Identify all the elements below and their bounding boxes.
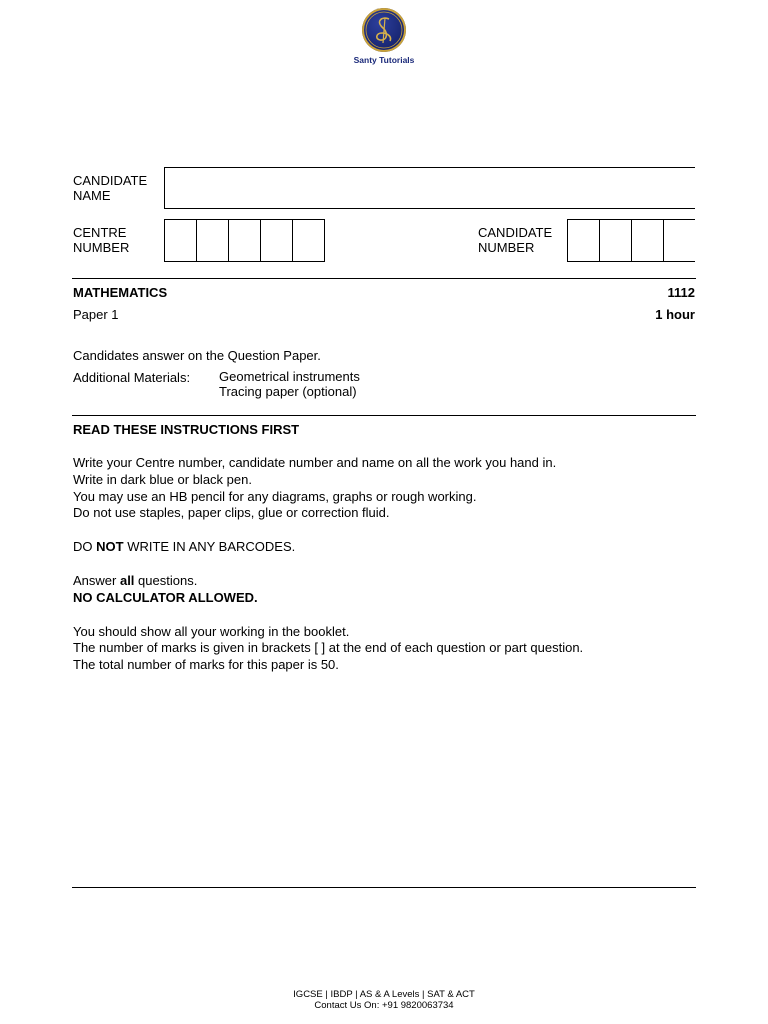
answer-on-note: Candidates answer on the Question Paper.: [73, 348, 321, 363]
candidate-name-label-line1: CANDIDATE: [73, 173, 148, 188]
answer-all-bold: all: [119, 572, 135, 588]
barcode-note-post: WRITE IN ANY BARCODES.: [123, 539, 296, 555]
instruction-line: Write in dark blue or black pen.: [73, 471, 252, 487]
additional-materials-list: [219, 370, 360, 399]
duration: 1 hour: [655, 307, 695, 322]
candidate-name-label: [73, 173, 147, 203]
candidate-name-box[interactable]: [164, 167, 695, 209]
centre-number-cell[interactable]: [293, 220, 325, 261]
no-calculator-note: NO CALCULATOR ALLOWED.: [73, 589, 258, 605]
candidate-number-cell[interactable]: [600, 220, 632, 261]
centre-number-label-line2: NUMBER: [73, 240, 130, 255]
divider: [72, 887, 696, 888]
candidate-number-boxes: [567, 219, 695, 262]
instruction-line: The total number of marks for this paper is 50.: [73, 657, 339, 673]
footer: [0, 989, 768, 1011]
instruction-line: Do not use staples, paper clips, glue or correction fluid.: [73, 505, 390, 521]
centre-number-boxes: [164, 219, 325, 262]
subject-title: MATHEMATICS: [73, 285, 168, 300]
candidate-number-cell[interactable]: [632, 220, 664, 261]
material-item: Tracing paper (optional): [219, 383, 357, 399]
centre-number-cell[interactable]: [197, 220, 229, 261]
candidate-number-cell[interactable]: [664, 220, 695, 261]
instructions-heading: READ THESE INSTRUCTIONS FIRST: [73, 422, 300, 437]
candidate-name-label-line2: NAME: [73, 188, 111, 203]
candidate-number-label-line2: NUMBER: [478, 240, 535, 255]
divider: [72, 278, 696, 279]
centre-number-label-line1: CENTRE: [73, 225, 127, 240]
instruction-line: The number of marks is given in brackets [ ] at the end of each question or part question.: [73, 640, 584, 656]
logo-text: Santy Tutorials: [353, 55, 415, 65]
logo: [344, 8, 424, 65]
barcode-note-bold: NOT: [96, 539, 124, 555]
barcode-note: [73, 539, 583, 556]
centre-number-label: [73, 225, 129, 255]
footer-contact: Contact Us On: +91 9820063734: [314, 1000, 454, 1011]
candidate-number-label: [478, 225, 552, 255]
barcode-note-pre: DO: [73, 539, 97, 555]
answer-all-post: questions.: [134, 572, 198, 588]
candidate-number-label-line1: CANDIDATE: [478, 225, 553, 240]
divider: [72, 415, 696, 416]
paper-number: Paper 1: [73, 307, 119, 322]
footer-programs: IGCSE | IBDP | AS & A Levels | SAT & ACT: [293, 989, 475, 1000]
instruction-line: You should show all your working in the booklet.: [73, 623, 350, 639]
centre-number-cell[interactable]: [261, 220, 293, 261]
santy-tutorials-logo-icon: [362, 8, 406, 52]
instruction-line: Write your Centre number, candidate number and name on all the work you hand in.: [73, 455, 557, 470]
answer-all-note: [73, 573, 583, 590]
additional-materials-label: Additional Materials:: [73, 370, 191, 385]
centre-number-cell[interactable]: [165, 220, 197, 261]
instructions-body: [73, 455, 583, 674]
syllabus-code: 1112: [667, 285, 695, 300]
material-item: Geometrical instruments: [219, 369, 360, 384]
centre-number-cell[interactable]: [229, 220, 261, 261]
answer-all-pre: Answer: [73, 572, 120, 588]
instruction-line: You may use an HB pencil for any diagrams, graphs or rough working.: [73, 488, 477, 504]
candidate-number-cell[interactable]: [568, 220, 600, 261]
